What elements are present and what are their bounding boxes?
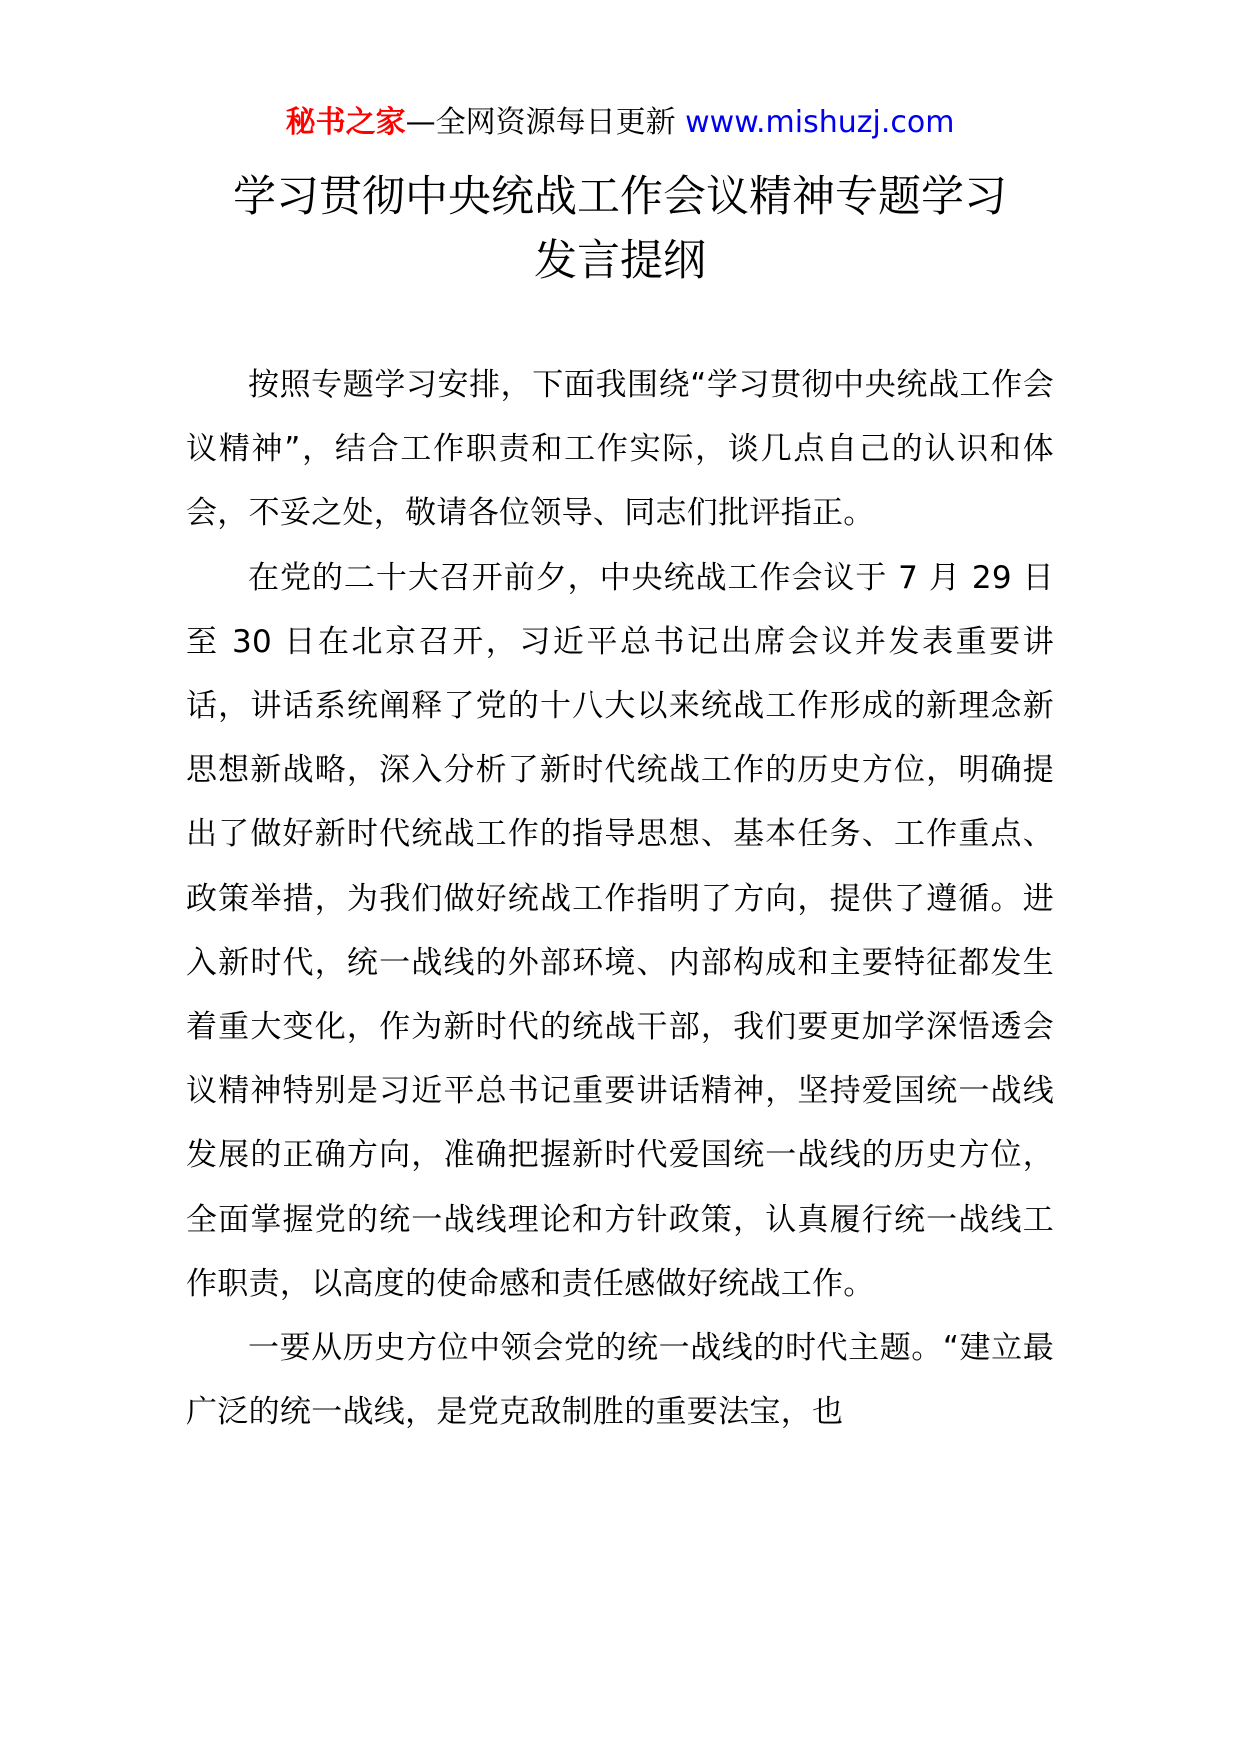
site-url-link[interactable]: www.mishuzj.com bbox=[685, 105, 955, 140]
brand-name: 秘书之家 bbox=[285, 105, 406, 140]
header-tagline: —全网资源每日更新 bbox=[405, 105, 686, 140]
paragraph-background: 在党的二十大召开前夕，中央统战工作会议于 7 月 29 日至 30 日在北京召开，习近平总书记出席会议并发表重要讲话，讲话系统阐释了党的十八大以来统战工作形成的新理念新思想新战略，深入分析了新时代统战工作的历史方位，明确提出了做好新时代统战工作的指导思想、基本任务、工作重点、政策举措，为我们做好统战工作指明了方向，提供了遵循。进入新时代，统一战线的外部环境、内部构成和主要特征都发生着重大变化，作为新时代的统战干部，我们要更加学深悟透会议精神特别是习近平总书记重要讲话精神，坚持爱国统一战线发展的正确方向，准确把握新时代爱国统一战线的历史方位，全面掌握党的统一战线理论和方针政策，认真履行统一战线工作职责，以高度的使命感和责任感做好统战工作。 bbox=[186, 559, 1054, 1302]
title-line-1: 学习贯彻中央统战工作会议精神专题学习 bbox=[233, 172, 1007, 222]
paragraph-intro: 按照专题学习安排，下面我围绕“学习贯彻中央统战工作会议精神”，结合工作职责和工作实际，谈几点自己的认识和体会，不妥之处，敬请各位领导、同志们批评指正。 bbox=[186, 367, 1054, 532]
document-title bbox=[0, 165, 1240, 293]
title-line-2: 发言提纲 bbox=[534, 236, 706, 286]
site-header bbox=[0, 100, 1240, 146]
document-body bbox=[186, 353, 1054, 1444]
paragraph-point-one: 一要从历史方位中领会党的统一战线的时代主题。“建立最广泛的统一战线，是党克敌制胜的重要法宝，也 bbox=[186, 1330, 1054, 1431]
